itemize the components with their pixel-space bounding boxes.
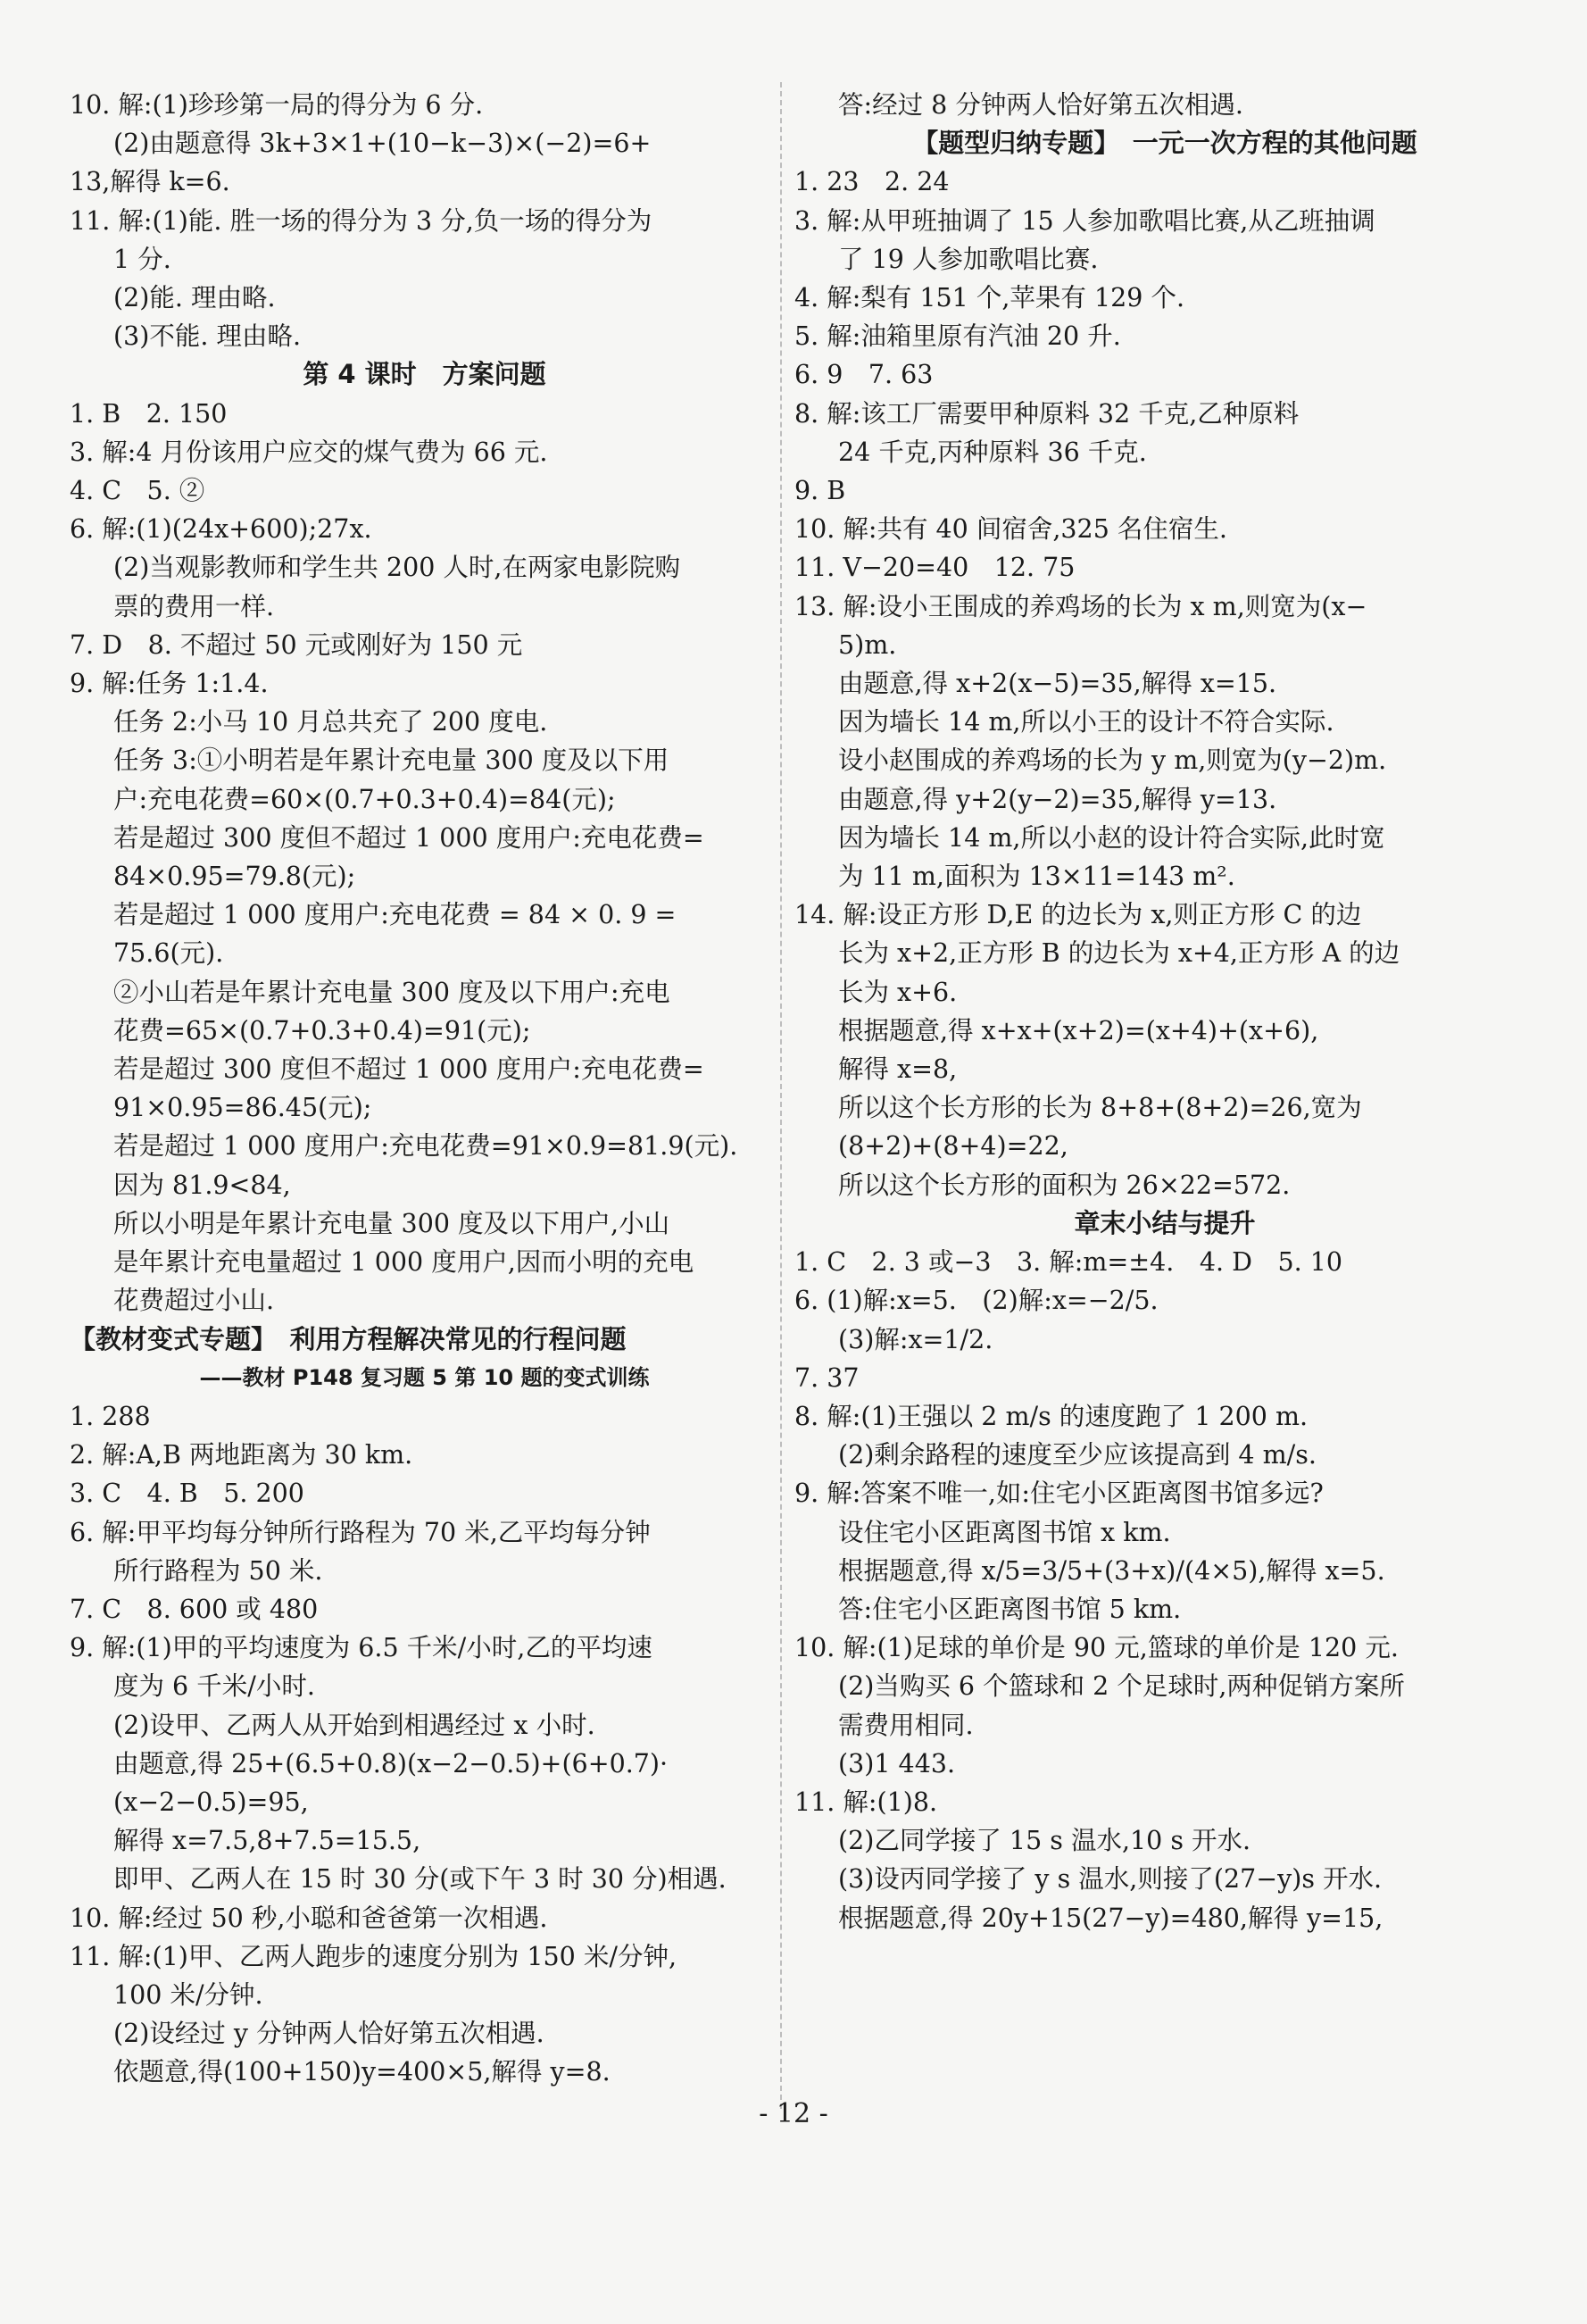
column-divider — [780, 82, 782, 2109]
answer-line: 答:经过 8 分钟两人恰好第五次相遇. — [838, 90, 1243, 120]
answer-line: 任务 2:小马 10 月总共充了 200 度电. — [113, 707, 548, 737]
page-number: - 12 - — [759, 2098, 828, 2129]
answer-line: (2)当观影教师和学生共 200 人时,在两家电影院购 — [113, 553, 680, 583]
answer-line: 10. 解:共有 40 间宿舍,325 名住宿生. — [794, 514, 1227, 545]
answer-line: 票的费用一样. — [113, 591, 275, 621]
answer-line: 花费超过小山. — [113, 1286, 275, 1316]
answer-line: (3)1 443. — [838, 1748, 956, 1778]
answer-line: 3. 解:4 月份该用户应交的煤气费为 66 元. — [70, 437, 548, 467]
answer-line: 1 分. — [113, 244, 171, 274]
section-heading: ——教材 P148 复习题 5 第 10 题的变式训练 — [199, 1364, 650, 1390]
answer-line: 5. 解:油箱里原有汽油 20 升. — [794, 321, 1121, 352]
answer-line: 若是超过 300 度但不超过 1 000 度用户:充电花费= — [113, 822, 704, 853]
answer-line: 100 米/分钟. — [113, 1979, 263, 2010]
answer-line: 1. 288 — [70, 1401, 151, 1431]
answer-line: 10. 解:(1)珍珍第一局的得分为 6 分. — [70, 90, 484, 120]
answer-line: 由题意,得 y+2(y−2)=35,解得 y=13. — [838, 784, 1277, 814]
answer-line: 8. 解:该工厂需要甲种原料 32 千克,乙种原料 — [794, 398, 1300, 429]
answer-line: 6. (1)解:x=5. (2)解:x=−2/5. — [794, 1286, 1159, 1316]
answer-line: (8+2)+(8+4)=22, — [838, 1131, 1068, 1162]
answer-line: 1. B 2. 150 — [70, 398, 228, 429]
answer-line: 根据题意,得 x/5=3/5+(3+x)/(4×5),解得 x=5. — [838, 1555, 1385, 1586]
answer-line: 设住宅小区距离图书馆 x km. — [838, 1517, 1171, 1547]
answer-line: 了 19 人参加歌唱比赛. — [838, 244, 1099, 274]
answer-line: 84×0.95=79.8(元); — [113, 862, 356, 892]
answer-line: 解得 x=8, — [838, 1054, 958, 1085]
answer-line: 24 千克,丙种原料 36 千克. — [838, 437, 1147, 467]
answer-line: 解得 x=7.5,8+7.5=15.5, — [113, 1826, 421, 1856]
answer-line: 因为 81.9<84, — [113, 1170, 291, 1200]
answer-line: (2)设经过 y 分钟两人恰好第五次相遇. — [113, 2019, 544, 2049]
answer-line: 7. C 8. 600 或 480 — [70, 1594, 319, 1624]
answer-line: 9. B — [794, 476, 846, 506]
answer-line: 即甲、乙两人在 15 时 30 分(或下午 3 时 30 分)相遇. — [113, 1864, 727, 1895]
answer-line: 根据题意,得 x+x+(x+2)=(x+4)+(x+6), — [838, 1015, 1319, 1045]
answer-line: 所行路程为 50 米. — [113, 1555, 323, 1586]
answer-line: (2)能. 理由略. — [113, 283, 276, 313]
answer-line: 2. 解:A,B 两地距离为 30 km. — [70, 1440, 413, 1470]
answer-line: 4. 解:梨有 151 个,苹果有 129 个. — [794, 283, 1185, 313]
answer-line: (2)剩余路程的速度至少应该提高到 4 m/s. — [838, 1440, 1317, 1470]
answer-line: 10. 解:经过 50 秒,小聪和爸爸第一次相遇. — [70, 1903, 548, 1933]
answer-line: (x−2−0.5)=95, — [113, 1787, 309, 1817]
answer-line: (2)设甲、乙两人从开始到相遇经过 x 小时. — [113, 1710, 595, 1740]
answer-line: 8. 解:(1)王强以 2 m/s 的速度跑了 1 200 m. — [794, 1401, 1309, 1431]
answer-line: 11. 解:(1)8. — [794, 1787, 938, 1817]
answer-line: 5)m. — [838, 629, 897, 660]
answer-line: 为 11 m,面积为 13×11=143 m². — [838, 862, 1235, 892]
answer-line: 需费用相同. — [838, 1710, 974, 1740]
answer-line: 6. 解:甲平均每分钟所行路程为 70 米,乙平均每分钟 — [70, 1517, 651, 1547]
answer-line: 7. 37 — [794, 1362, 860, 1393]
answer-line: 11. 解:(1)能. 胜一场的得分为 3 分,负一场的得分为 — [70, 205, 652, 236]
answer-line: 若是超过 1 000 度用户:充电花费=91×0.9=81.9(元). — [113, 1131, 738, 1162]
answer-line: 11. V−20=40 12. 75 — [794, 553, 1076, 583]
answer-line: 答:住宅小区距离图书馆 5 km. — [838, 1594, 1182, 1624]
answer-line: (3)设丙同学接了 y s 温水,则接了(27−y)s 开水. — [838, 1864, 1383, 1895]
answer-line: 9. 解:任务 1:1.4. — [70, 669, 269, 699]
answer-line: 9. 解:(1)甲的平均速度为 6.5 千米/小时,乙的平均速 — [70, 1633, 652, 1663]
answer-line: 若是超过 300 度但不超过 1 000 度用户:充电花费= — [113, 1054, 704, 1085]
answer-line: 6. 9 7. 63 — [794, 360, 934, 390]
answer-line: 91×0.95=86.45(元); — [113, 1093, 372, 1123]
section-heading: 章末小结与提升 — [1074, 1207, 1256, 1238]
answer-line: 因为墙长 14 m,所以小王的设计不符合实际. — [838, 707, 1334, 737]
answer-line: (3)不能. 理由略. — [113, 321, 302, 352]
answer-line: 6. 解:(1)(24x+600);27x. — [70, 514, 372, 545]
answer-line: 3. 解:从甲班抽调了 15 人参加歌唱比赛,从乙班抽调 — [794, 205, 1375, 236]
answer-line: 依题意,得(100+150)y=400×5,解得 y=8. — [113, 2057, 611, 2087]
answer-line: 所以这个长方形的面积为 26×22=572. — [838, 1170, 1291, 1200]
answer-line: 9. 解:答案不唯一,如:住宅小区距离图书馆多远? — [794, 1479, 1324, 1509]
answer-line: 14. 解:设正方形 D,E 的边长为 x,则正方形 C 的边 — [794, 900, 1362, 930]
right-column — [794, 86, 1535, 1937]
section-heading: 【题型归纳专题】 一元一次方程的其他问题 — [912, 128, 1417, 159]
answer-line: 设小赵围成的养鸡场的长为 y m,则宽为(y−2)m. — [838, 746, 1387, 776]
answer-line: 75.6(元). — [113, 938, 224, 969]
answer-line: 根据题意,得 20y+15(27−y)=480,解得 y=15, — [838, 1903, 1383, 1933]
section-heading: 【教材变式专题】 利用方程解决常见的行程问题 — [70, 1323, 627, 1354]
answer-line: 度为 6 千米/小时. — [113, 1671, 315, 1702]
answer-line: 任务 3:①小明若是年累计充电量 300 度及以下用 — [113, 746, 669, 776]
answer-line: 13. 解:设小王围成的养鸡场的长为 x m,则宽为(x− — [794, 591, 1367, 621]
answer-line: 13,解得 k=6. — [70, 167, 230, 197]
answer-line: 由题意,得 25+(6.5+0.8)(x−2−0.5)+(6+0.7)· — [113, 1748, 669, 1778]
answer-line: ②小山若是年累计充电量 300 度及以下用户:充电 — [113, 977, 670, 1007]
answer-line: 若是超过 1 000 度用户:充电花费 = 84 × 0. 9 = — [113, 900, 677, 930]
answer-line: 4. C 5. ② — [70, 476, 205, 506]
answer-line: 花费=65×(0.7+0.3+0.4)=91(元); — [113, 1015, 531, 1045]
answer-line: 11. 解:(1)甲、乙两人跑步的速度分别为 150 米/分钟, — [70, 1941, 677, 1971]
answer-line: 由题意,得 x+2(x−5)=35,解得 x=15. — [838, 669, 1277, 699]
answer-line: (2)乙同学接了 15 s 温水,10 s 开水. — [838, 1826, 1251, 1856]
answer-line: 1. C 2. 3 或−3 3. 解:m=±4. 4. D 5. 10 — [794, 1247, 1342, 1278]
answer-line: (2)当购买 6 个篮球和 2 个足球时,两种促销方案所 — [838, 1671, 1405, 1702]
answer-line: 因为墙长 14 m,所以小赵的设计符合实际,此时宽 — [838, 822, 1385, 853]
answer-line: (2)由题意得 3k+3×1+(10−k−3)×(−2)=6+ — [113, 129, 652, 159]
answer-line: 所以小明是年累计充电量 300 度及以下用户,小山 — [113, 1208, 670, 1238]
answer-line: 是年累计充电量超过 1 000 度用户,因而小明的充电 — [113, 1247, 694, 1278]
answer-line: 1. 23 2. 24 — [794, 167, 950, 197]
answer-line: 所以这个长方形的长为 8+8+(8+2)=26,宽为 — [838, 1093, 1362, 1123]
section-heading: 第 4 课时 方案问题 — [303, 359, 546, 390]
left-column — [70, 86, 779, 2092]
answer-line: 长为 x+2,正方形 B 的边长为 x+4,正方形 A 的边 — [838, 938, 1400, 969]
answer-line: 3. C 4. B 5. 200 — [70, 1479, 304, 1509]
answer-line: 户:充电花费=60×(0.7+0.3+0.4)=84(元); — [113, 784, 616, 814]
answer-line: (3)解:x=1/2. — [838, 1324, 993, 1354]
answer-line: 长为 x+6. — [838, 977, 958, 1007]
answer-line: 7. D 8. 不超过 50 元或刚好为 150 元 — [70, 629, 523, 660]
answer-line: 10. 解:(1)足球的单价是 90 元,篮球的单价是 120 元. — [794, 1633, 1399, 1663]
